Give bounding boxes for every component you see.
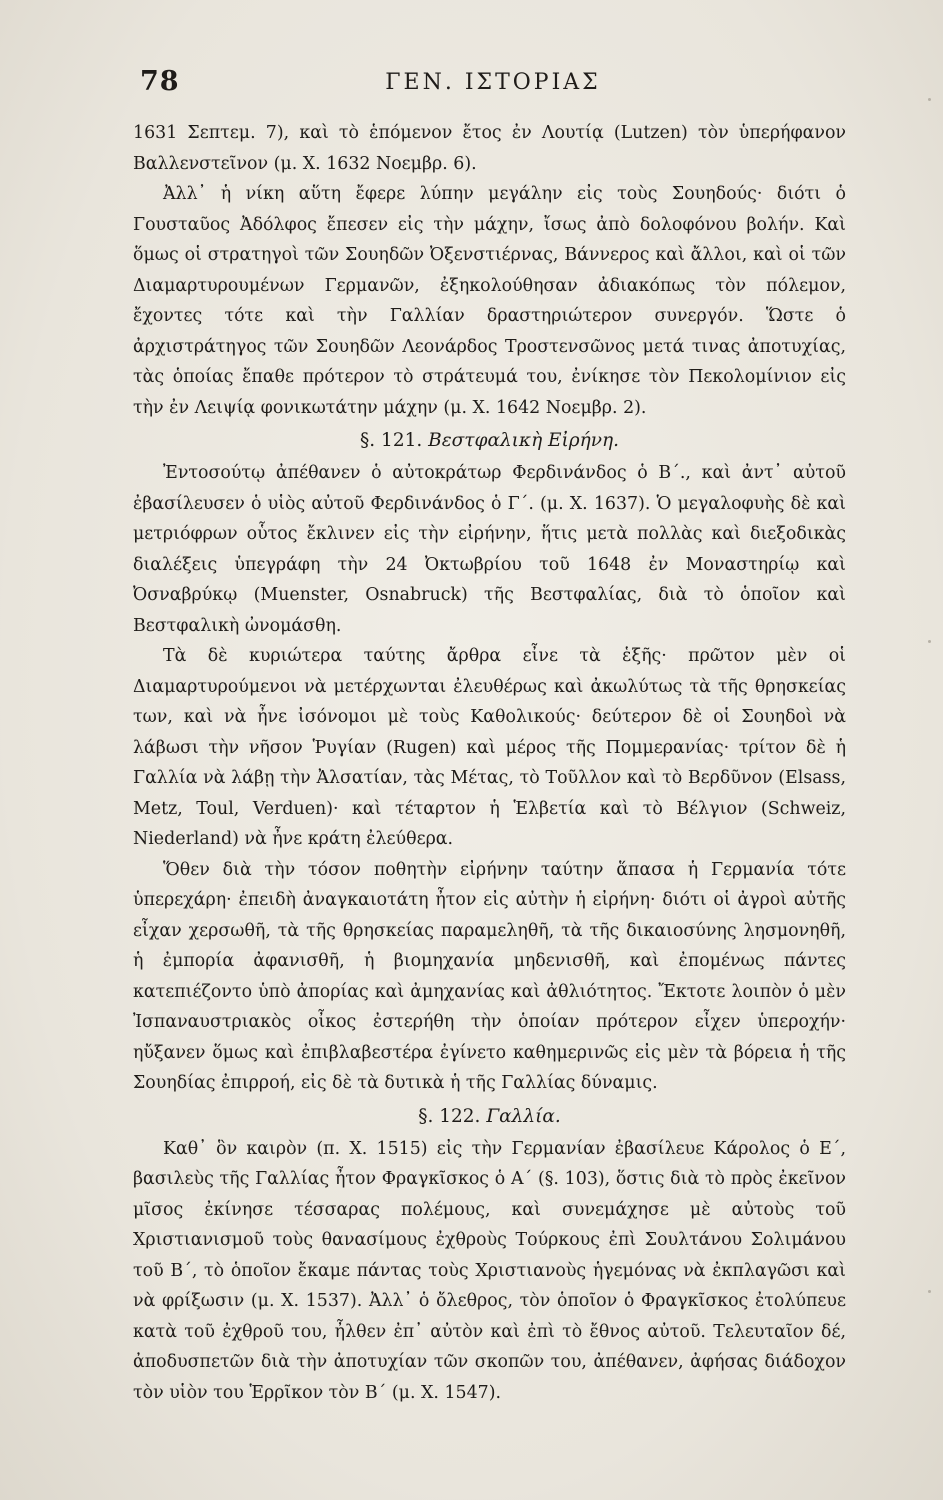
page-header	[140, 66, 846, 102]
section-heading	[133, 426, 846, 456]
page-speck	[928, 640, 931, 643]
paragraph: Ὅθεν διὰ τὴν τόσον ποθητὴν εἰρήνην ταύτην ἅπασα ἡ Γερμανία τότε ὑπερεχάρη· ἐπειδὴ ἀναγκαιοτάτη ἦτον εἰς αὐτὴν ἡ εἰρήνη· διότι οἱ ἀγροὶ αὐτῆς εἶχαν χερσωθῆ, τὰ τῆς θρησκείας παραμεληθῆ, τὰ τῆς δικαιοσύνης λησμονηθῆ, ἡ ἐμπορία ἀφανισθῆ, ἡ βιομηχανία μηδενισθῆ, καὶ ἐπομένως πάντες κατεπιέζοντο ὑπὸ ἀπορίας καὶ ἀμηχανίας καὶ ἀθλιότητος. Ἔκτοτε λοιπὸν ὁ μὲν Ἰσπαναυστριακὸς οἶκος ἐστερήθη τὴν ὁποίαν πρότερον εἶχεν ὑπεροχήν· ηὔξανεν ὅμως καὶ ἐπιβλαβεστέρα ἐγίνετο καθημερινῶς εἰς μὲν τὰ βόρεια ἡ τῆς Σουηδίας ἐπιρροή, εἰς δὲ τὰ δυτικὰ ἡ τῆς Γαλλίας δύναμις.	[133, 859, 846, 1093]
paragraph: Ἐντοσούτῳ ἀπέθανεν ὁ αὐτοκράτωρ Φερδινάνδος ὁ Β΄., καὶ ἀντ᾽ αὐτοῦ ἐβασίλευσεν ὁ υἱὸς αὐτοῦ Φερδινάνδος ὁ Γ΄. (μ. Χ. 1637). Ὁ μεγαλοφυὴς δὲ καὶ μετριόφρων οὗτος ἔκλινεν εἰς τὴν εἰρήνην, ἥτις μετὰ πολλὰς καὶ διεξοδικὰς διαλέξεις ὑπεγράφη τὴν 24 Ὀκτωβρίου τοῦ 1648 ἐν Μοναστηρίῳ καὶ Ὀσναβρύκῳ (Muenster, Osnabruck) τῆς Βεστφαλίας, διὰ τὸ ὁποῖον καὶ Βεστφαλικὴ ὠνομάσθη.	[133, 463, 846, 636]
paragraph: Τὰ δὲ κυριώτερα ταύτης ἄρθρα εἶνε τὰ ἑξῆς· πρῶτον μὲν οἱ Διαμαρτυρούμενοι νὰ μετέρχωνται ἐλευθέρως καὶ ἀκωλύτως τὰ τῆς θρησκείας των, καὶ νὰ ἦνε ἰσόνομοι μὲ τοὺς Καθολικούς· δεύτερον δὲ οἱ Σουηδοὶ νὰ λάβωσι τὴν νῆσον Ῥυγίαν (Rugen) καὶ μέρος τῆς Πομμερανίας· τρίτον δὲ ἡ Γαλλία νὰ λάβῃ τὴν Ἀλσατίαν, τὰς Μέτας, τὸ Τοῦλλον καὶ τὸ Βερδῦνον (Elsass, Metz, Toul, Verduen)· καὶ τέταρτον ἡ Ἑλβετία καὶ τὸ Βέλγιον (Schweiz, Niederland) νὰ ἦνε κράτη ἐλεύθερα.	[133, 646, 846, 849]
page-body	[133, 118, 846, 1408]
paragraph: 1631 Σεπτεμ. 7), καὶ τὸ ἑπόμενον ἔτος ἐν Λουτίᾳ (Lutzen) τὸν ὑπερήφανον Βαλλενστεῖνον (μ. Χ. 1632 Νοεμβρ. 6).	[133, 123, 846, 174]
page-speck	[928, 98, 931, 101]
section-number: §. 121.	[360, 430, 423, 451]
section-heading	[133, 1102, 846, 1132]
running-title: ΓΕΝ. ΙΣΤΟΡΙΑΣ	[385, 70, 601, 95]
page-speck	[928, 1290, 931, 1293]
section-title: Γαλλία.	[486, 1105, 561, 1127]
section-title: Βεστφαλικὴ Εἰρήνη.	[428, 430, 619, 451]
paragraph: Ἀλλ᾽ ἡ νίκη αὕτη ἔφερε λύπην μεγάλην εἰς τοὺς Σουηδούς· διότι ὁ Γουσταῦος Ἀδόλφος ἔπεσεν εἰς τὴν μάχην, ἴσως ἀπὸ δολοφόνου βολήν. Καὶ ὅμως οἱ στρατηγοὶ τῶν Σουηδῶν Ὀξενστιέρνας, Βάννερος καὶ ἄλλοι, καὶ οἱ τῶν Διαμαρτυρουμένων Γερμανῶν, ἐξηκολούθησαν ἀδιακόπως τὸν πόλεμον, ἔχοντες τότε καὶ τὴν Γαλλίαν δραστηριώτερον συνεργόν. Ὥστε ὁ ἀρχιστράτηγος τῶν Σουηδῶν Λεονάρδος Τροστενσῶνος μετά τινας ἀποτυχίας, τὰς ὁποίας ἔπαθε πρότερον τὸ στράτευμά του, ἐνίκησε τὸν Πεκολομίνιον εἰς τὴν ἐν Λειψίᾳ φονικωτάτην μάχην (μ. Χ. 1642 Νοεμβρ. 2).	[133, 184, 846, 418]
page-number: 78	[140, 66, 180, 97]
paragraph: Καθ᾽ ὃν καιρὸν (π. Χ. 1515) εἰς τὴν Γερμανίαν ἐβασίλευε Κάρολος ὁ Ε΄, βασιλεὺς τῆς Γαλλίας ἦτον Φραγκῖσκος ὁ Α΄ (§. 103), ὅστις διὰ τὸ πρὸς ἐκεῖνον μῖσος ἐκίνησε τέσσαρας πολέμους, καὶ συνεμάχησε μὲ αὐτοὺς τοῦ Χριστιανισμοῦ τοὺς θανασίμους ἐχθροὺς Τούρκους ἐπὶ Σουλτάνου Σολιμάνου τοῦ Β΄, τὸ ὁποῖον ἔκαμε πάντας τοὺς Χριστιανοὺς ἡγεμόνας νὰ ἐκπλαγῶσι καὶ νὰ φρίξωσιν (μ. Χ. 1537). Ἀλλ᾽ ὁ ὄλεθρος, τὸν ὁποῖον ὁ Φραγκῖσκος ἐτολύπευε κατὰ τοῦ ἐχθροῦ του, ἦλθεν ἐπ᾽ αὐτὸν καὶ ἐπὶ τὸ ἔθνος αὐτοῦ. Τελευταῖον δέ, ἀποδυσπετῶν διὰ τὴν ἀποτυχίαν τῶν σκοπῶν του, ἀπέθανεν, ἀφήσας διάδοχον τὸν υἱὸν του Ἑρρῖκον τὸν Β΄ (μ. Χ. 1547).	[133, 1138, 846, 1403]
section-number: §. 122.	[418, 1105, 481, 1127]
